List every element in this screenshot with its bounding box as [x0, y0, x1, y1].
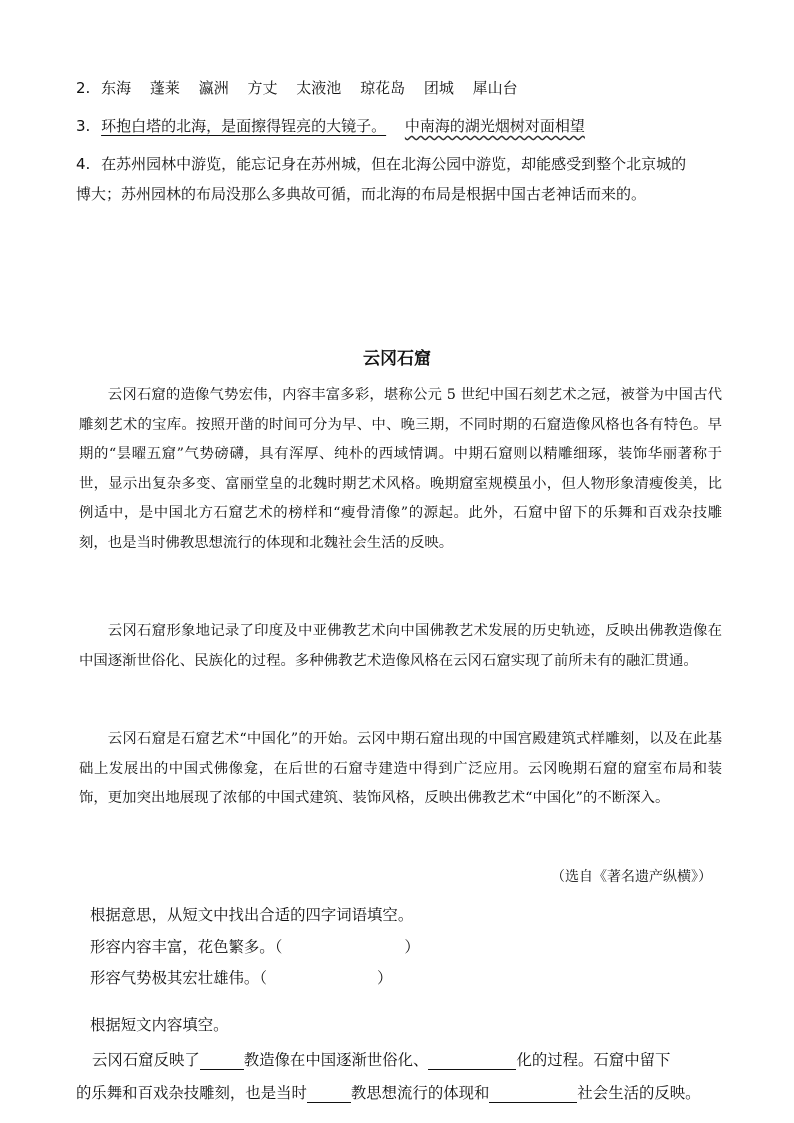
- term: 蓬莱: [149, 79, 180, 97]
- question-1a: [90, 935, 420, 957]
- answer-item-4-line2: [76, 183, 646, 204]
- article-paragraph: 云冈石窟的造像气势宏伟，内容丰富多彩，堪称公元 5 世纪中国石刻艺术之冠，被誉为中国古代雕刻艺术的宝库。按照开凿的时间可分为早、中、晚三期，不同时期的石窟造像风格也各有特色。早期的“昙曜五窟”气势磅礴，具有浑厚、纯朴的西域情调。中期石窟则以精雕细琢，装饰华丽著称于世，显示出复杂多变、富丽堂皇的北魏时期艺术风格。晚期窟室规模虽小，但人物形象清瘦俊美，比例适中，是中国北方石窟艺术的榜样和“瘦骨清像”的源起。此外，石窟中留下的乐舞和百戏杂技雕刻，也是当时佛教思想流行的体现和北魏社会生活的反映。: [79, 387, 722, 551]
- close-paren: ）: [377, 969, 393, 987]
- fill-blank[interactable]: [307, 1084, 351, 1103]
- fill-blank[interactable]: [489, 1084, 577, 1103]
- article-source: （选自《著名遗产纵横》）: [551, 869, 712, 885]
- article-title: 云冈石窟: [363, 349, 431, 369]
- fill-text: 云冈石窟反映了: [92, 1051, 200, 1069]
- answer-item-4-number: 4.: [76, 155, 91, 173]
- fill-text: 社会生活的反映。: [577, 1084, 701, 1102]
- question-2-fill-line2: [76, 1081, 701, 1103]
- answer-item-3: [76, 115, 585, 136]
- answer-item-3-number: 3.: [76, 117, 91, 135]
- fill-blank[interactable]: [200, 1051, 244, 1070]
- term: 团城: [423, 79, 454, 97]
- answer-item-4-text-cont: 博大；苏州园林的布局没那么多典故可循，而北海的布局是根据中国古老神话而来的。: [76, 185, 647, 203]
- term: 太液池: [296, 79, 342, 97]
- answer-item-2-terms: [101, 79, 532, 97]
- fill-blank[interactable]: [428, 1051, 516, 1070]
- question-1a-text: 形容内容丰富，花色繁多。（: [90, 938, 283, 956]
- question-2-fill-line1: [92, 1048, 670, 1070]
- answer-item-4-line1: [76, 153, 686, 174]
- fill-text: 教造像在中国逐渐世俗化、: [243, 1051, 429, 1069]
- close-paren: ）: [404, 938, 420, 956]
- answer-item-3-wavy-sentence: 中南海的湖光烟树对面相望: [404, 117, 585, 135]
- fill-text: 教思想流行的体现和: [350, 1084, 490, 1102]
- answer-item-2-number: 2.: [76, 79, 91, 97]
- fill-text: 化的过程。石窟中留下: [516, 1051, 671, 1069]
- fill-text: 的乐舞和百戏杂技雕刻，也是当时: [76, 1084, 307, 1102]
- answer-item-3-underlined-sentence: 环抱白塔的北海，是面擦得锃亮的大镜子。: [101, 117, 387, 135]
- term: 瀛洲: [198, 79, 229, 97]
- question-2-prompt: 根据短文内容填空。: [90, 1016, 229, 1034]
- answer-item-2: [76, 77, 532, 98]
- term: 方丈: [247, 79, 278, 97]
- term: 琼花岛: [360, 79, 406, 97]
- article-paragraph: 云冈石窟形象地记录了印度及中亚佛教艺术向中国佛教艺术发展的历史轨迹，反映出佛教造像在中国逐渐世俗化、民族化的过程。多种佛教艺术造像风格在云冈石窟实现了前所未有的融汇贯通。: [79, 623, 722, 669]
- question-1-prompt: 根据意思，从短文中找出合适的四字词语填空。: [90, 906, 414, 924]
- question-1b-text: 形容气势极其宏壮雄伟。（: [90, 969, 267, 987]
- answer-item-4-text: 在苏州园林中游览，能忘记身在苏州城，但在北海公园中游览，却能感受到整个北京城的: [101, 155, 687, 173]
- question-1b: [90, 966, 392, 988]
- term: 东海: [101, 79, 132, 97]
- term: 犀山台: [472, 79, 518, 97]
- article-paragraph: 云冈石窟是石窟艺术“中国化”的开始。云冈中期石窟出现的中国宫殿建筑式样雕刻，以及在此基础上发展出的中国式佛像龛，在后世的石窟寺建造中得到广泛应用。云冈晚期石窟的窟室布局和装饰，更加突出地展现了浓郁的中国式建筑、装饰风格，反映出佛教艺术“中国化”的不断深入。: [79, 731, 722, 807]
